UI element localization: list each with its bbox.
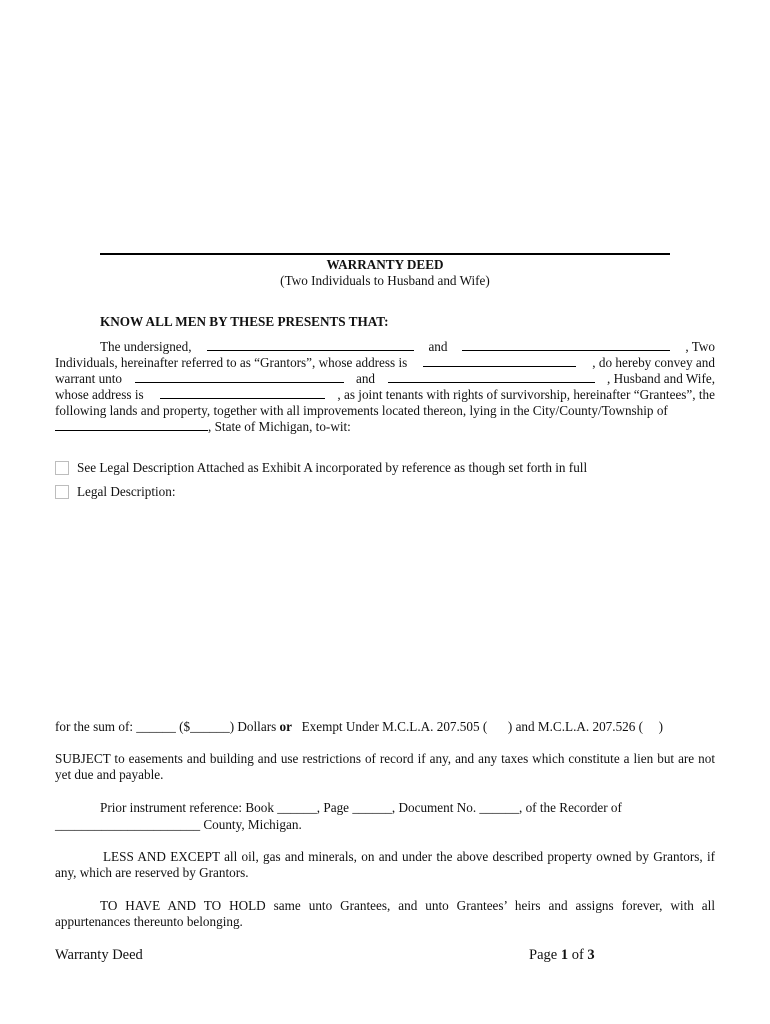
of-label: of (571, 947, 584, 963)
grantee-1-name-blank[interactable] (135, 371, 344, 383)
convey-text: , do hereby convey and (592, 355, 715, 370)
sum-or: or (279, 719, 292, 734)
subject-paragraph: SUBJECT to easements and building and use restrictions of record if any, and any taxes which constitute a lien but are not yet due and payable. (55, 751, 715, 783)
prior-instrument-line-2: ______________________ County, Michigan. (55, 817, 302, 832)
document-subtitle: (Two Individuals to Husband and Wife) (280, 273, 490, 288)
city-county-township-blank[interactable] (55, 419, 208, 431)
prior-instrument-line-1: Prior instrument reference: Book ______, Page ______, Document No. ______, of the Recorder of (100, 800, 622, 815)
warrant-unto-text: warrant unto (55, 371, 123, 386)
less-except-paragraph: LESS AND EXCEPT all oil, gas and minerals, on and under the above described property owned by Grantors, if any, which are reserved by Grantors. (55, 849, 715, 881)
exhibit-option[interactable] (55, 460, 587, 476)
conveyance-line-4 (55, 387, 715, 403)
grantor-1-name-blank[interactable] (207, 339, 414, 351)
legal-description-label: Legal Description: (77, 484, 176, 499)
and-text-2: and (355, 371, 376, 386)
grantees-address-blank[interactable] (160, 387, 325, 399)
sum-and-mcla: ) and M.C.L.A. 207.526 ( (507, 719, 644, 734)
sum-exempt: Exempt Under M.C.L.A. 207.505 ( (301, 719, 488, 734)
conveyance-line-2 (55, 355, 715, 371)
page-total: 3 (587, 947, 595, 963)
whose-address-text: whose address is (55, 387, 144, 402)
conveyance-line-5: following lands and property, together with all improvements located thereon, lying in the City/County/Township of (55, 403, 668, 418)
and-text: and (428, 339, 448, 354)
habendum-paragraph: TO HAVE AND TO HOLD same unto Grantees, and unto Grantees’ heirs and assigns forever, with all appurtenances thereunto belonging. (55, 898, 715, 930)
joint-tenants-text: , as joint tenants with rights of survivorship, hereinafter “Grantees”, the (337, 387, 715, 402)
page-label: Page (529, 947, 558, 963)
page-current: 1 (560, 947, 569, 963)
document-title: WARRANTY DEED (326, 257, 444, 272)
state-of-michigan-text: , State of Michigan, to-wit: (208, 419, 351, 434)
exhibit-option-label: See Legal Description Attached as Exhibit A incorporated by reference as though set forth in full (77, 460, 588, 475)
grantor-2-name-blank[interactable] (462, 339, 670, 351)
sum-close: ) (658, 719, 664, 734)
conveyance-line-6 (55, 419, 715, 435)
legal-description-checkbox[interactable] (55, 485, 69, 499)
grantee-2-name-blank[interactable] (388, 371, 595, 383)
footer-page-number (529, 947, 595, 964)
sum-line (55, 719, 715, 735)
top-rule (100, 253, 670, 255)
sum-prefix: for the sum of: ______ ($______) Dollars (55, 719, 277, 734)
husband-wife-text: , Husband and Wife, (607, 371, 715, 386)
grantors-address-text: Individuals, hereinafter referred to as “Grantors”, whose address is (55, 355, 408, 370)
grantors-address-blank[interactable] (423, 355, 576, 367)
the-undersigned-text: The undersigned, (100, 339, 192, 354)
conveyance-line-1 (100, 339, 715, 355)
exhibit-checkbox[interactable] (55, 461, 69, 475)
two-text: , Two (685, 339, 715, 354)
preamble-heading: KNOW ALL MEN BY THESE PRESENTS THAT: (100, 314, 389, 329)
legal-description-option[interactable] (55, 484, 176, 500)
footer-document-name: Warranty Deed (55, 947, 143, 963)
conveyance-line-3 (55, 371, 715, 387)
